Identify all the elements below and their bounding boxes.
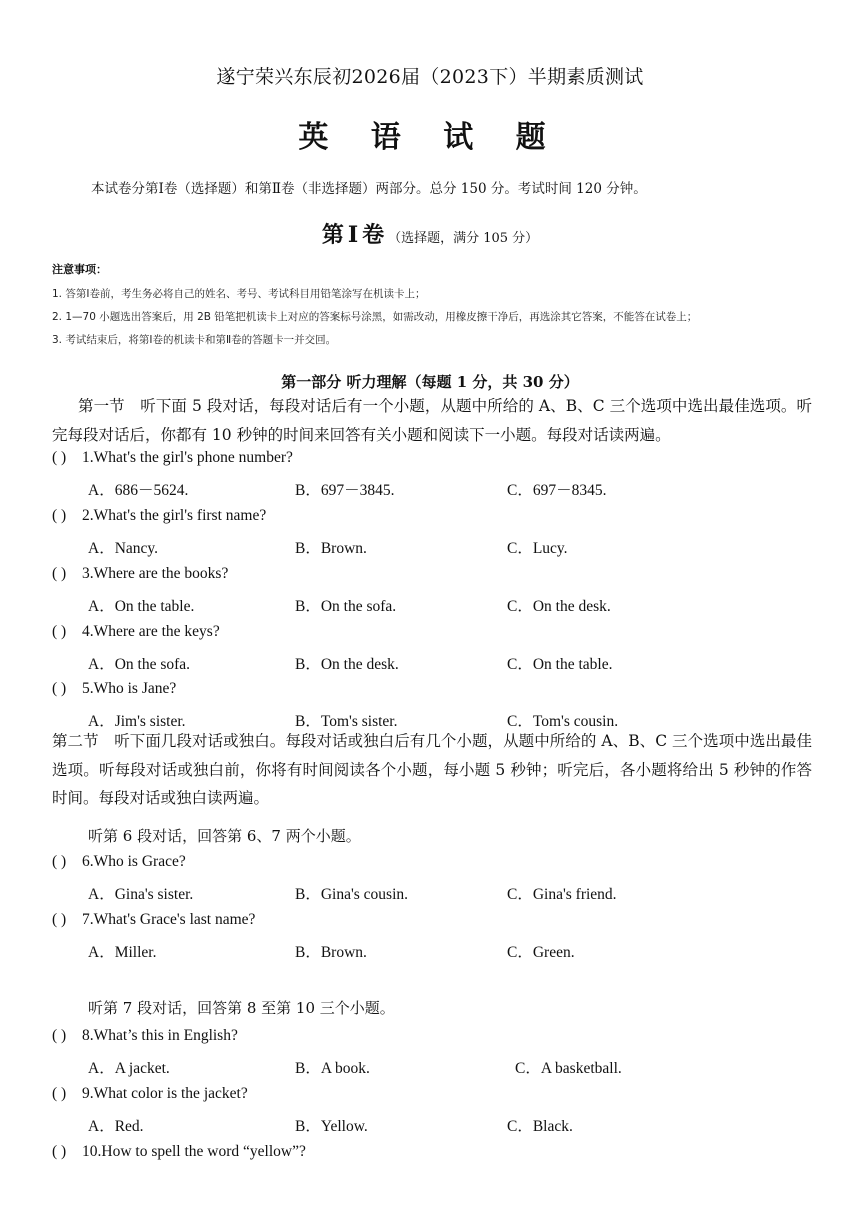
option-a: A．On the table. <box>88 598 195 615</box>
question-text: 7.What's Grace's last name? <box>82 911 256 928</box>
option-a: A．Red. <box>88 1118 144 1135</box>
question-stem <box>52 853 186 871</box>
section2-instructions: 第二节 听下面几段对话或独白。每段对话或独白后有几个小题，从题中所给的 A、B、C 三个选项中选出最佳选项。听每段对话或独白前，你将有时间阅读各个小题，每小题 5 秒钟；听完后，各小题将给出 5 秒钟的作答时间。每段对话或独白读两遍。 <box>52 732 812 807</box>
question-text: 9.What color is the jacket? <box>82 1085 248 1102</box>
answer-blank: ( ) <box>52 507 67 524</box>
answer-blank: ( ) <box>52 623 67 640</box>
option-b: B．Brown. <box>295 944 367 961</box>
question-text: 1.What's the girl's phone number? <box>82 449 293 466</box>
dialogue-intro: 听第 7 段对话，回答第 8 至第 10 三个小题。 <box>88 999 395 1017</box>
question-stem <box>52 623 220 641</box>
note-item: 1. 答第Ⅰ卷前，考生务必将自己的姓名、考号、考试科目用铅笔涂写在机读卡上； <box>52 288 426 300</box>
exam-intro: 本试卷分第Ⅰ卷（选择题）和第Ⅱ卷（非选择题）两部分。总分 150 分。考试时间 120 分钟。 <box>91 181 647 197</box>
note-item: 2. 1—70 小题选出答案后，用 2B 铅笔把机读卡上对应的答案标号涂黑，如需改动，用橡皮擦干净后，再选涂其它答案，不能答在试卷上； <box>52 311 698 323</box>
part-title: 第一部分 听力理解（每题 1 分，共 30 分） <box>281 373 579 391</box>
option-c: C．Gina's friend. <box>507 886 617 903</box>
question-stem <box>52 1085 248 1103</box>
option-c: C．697－8345. <box>507 482 607 499</box>
volume-title-main: 第Ⅰ卷 <box>321 222 389 248</box>
notes-heading: 注意事项： <box>52 263 107 276</box>
option-a: A．686－5624. <box>88 482 189 499</box>
question-text: 6.Who is Grace? <box>82 853 186 870</box>
volume-title <box>0 218 860 249</box>
note-item: 3. 考试结束后，将第Ⅰ卷的机读卡和第Ⅱ卷的答题卡一并交回。 <box>52 334 337 346</box>
question-text: 5.Who is Jane? <box>82 680 177 697</box>
option-a: A．Gina's sister. <box>88 886 194 903</box>
school-title: 遂宁荣兴东辰初2026届（2023下）半期素质测试 <box>216 66 644 88</box>
volume-title-note: （选择题，满分 105 分） <box>388 231 539 246</box>
option-c: C．Lucy. <box>507 540 568 557</box>
option-b: B．Gina's cousin. <box>295 886 409 903</box>
question-stem <box>52 565 228 583</box>
question-text: 4.Where are the keys? <box>82 623 220 640</box>
question-text: 10.How to spell the word “yellow”? <box>82 1143 306 1160</box>
answer-blank: ( ) <box>52 680 67 697</box>
answer-blank: ( ) <box>52 853 67 870</box>
option-a: A．A jacket. <box>88 1060 170 1077</box>
option-a: A．Jim's sister. <box>88 713 186 730</box>
option-b: B．Yellow. <box>295 1118 368 1135</box>
answer-blank: ( ) <box>52 449 67 466</box>
dialogue-intro: 听第 6 段对话，回答第 6、7 两个小题。 <box>88 827 361 845</box>
option-c: C．A basketball. <box>515 1060 622 1077</box>
option-b: B．Tom's sister. <box>295 713 398 730</box>
option-c: C．Black. <box>507 1118 573 1135</box>
option-c: C．Tom's cousin. <box>507 713 619 730</box>
question-stem <box>52 507 266 525</box>
option-b: B．697－3845. <box>295 482 395 499</box>
answer-blank: ( ) <box>52 1085 67 1102</box>
option-b: B．On the sofa. <box>295 598 397 615</box>
option-b: B．On the desk. <box>295 656 399 673</box>
question-stem <box>52 1027 238 1045</box>
option-a: A．Nancy. <box>88 540 159 557</box>
answer-blank: ( ) <box>52 911 67 928</box>
question-stem <box>52 680 176 698</box>
option-c: C．On the table. <box>507 656 613 673</box>
option-b: B．Brown. <box>295 540 367 557</box>
answer-blank: ( ) <box>52 1143 67 1160</box>
question-stem <box>52 1143 306 1161</box>
option-a: A．Miller. <box>88 944 157 961</box>
option-c: C．Green. <box>507 944 575 961</box>
answer-blank: ( ) <box>52 1027 67 1044</box>
question-text: 2.What's the girl's first name? <box>82 507 267 524</box>
answer-blank: ( ) <box>52 565 67 582</box>
option-b: B．A book. <box>295 1060 370 1077</box>
question-text: 3.Where are the books? <box>82 565 229 582</box>
question-stem <box>52 449 293 467</box>
option-a: A．On the sofa. <box>88 656 191 673</box>
question-stem <box>52 911 255 929</box>
subject-title: 英 语 试 题 <box>298 120 562 155</box>
section1-instructions: 第一节 听下面 5 段对话，每段对话后有一个小题，从题中所给的 A、B、C 三个选项中选出最佳选项。听完每段对话后，你都有 10 秒钟的时间来回答有关小题和阅读下一小题。每段对话读两遍。 <box>52 397 812 444</box>
option-c: C．On the desk. <box>507 598 611 615</box>
question-text: 8.What’s this in English? <box>82 1027 238 1044</box>
